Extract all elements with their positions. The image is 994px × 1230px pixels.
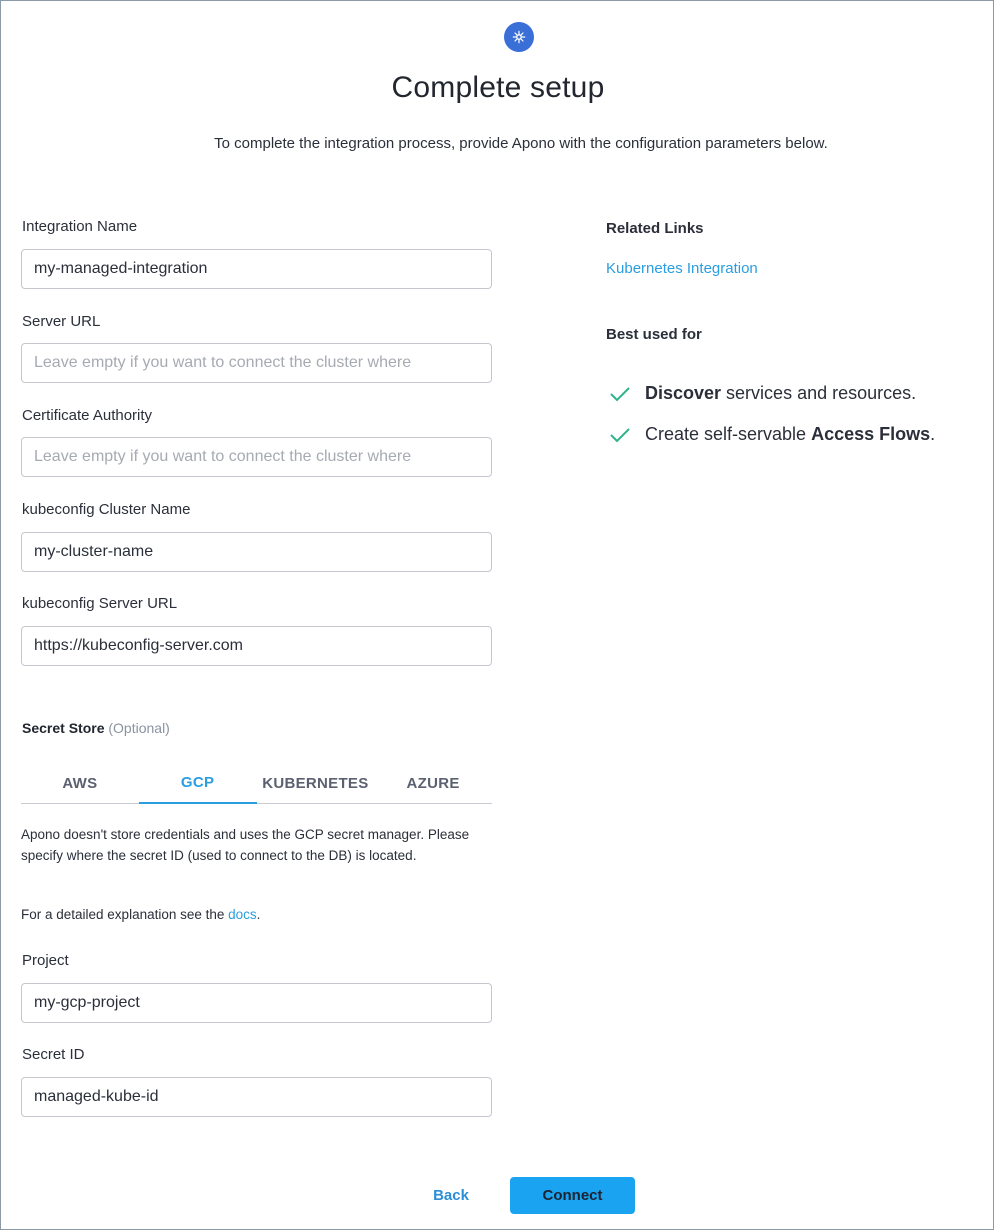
- server-url-label: Server URL: [22, 313, 101, 330]
- check-icon: [609, 386, 631, 402]
- kubeconfig-server-url-input[interactable]: [21, 626, 492, 666]
- best-used-item-plain: Create self-servable: [645, 424, 812, 444]
- back-button[interactable]: Back: [416, 1177, 486, 1214]
- certificate-authority-input[interactable]: [21, 437, 492, 477]
- kubernetes-integration-link[interactable]: Kubernetes Integration: [606, 260, 758, 277]
- best-used-item-text: [645, 424, 935, 445]
- best-used-item-bold: Access Flows: [811, 424, 931, 444]
- page-title: Complete setup: [391, 71, 605, 104]
- secret-id-label: Secret ID: [22, 1046, 85, 1063]
- best-used-for-title: Best used for: [606, 326, 702, 343]
- best-used-item-bold: Discover: [645, 383, 722, 403]
- integration-name-input[interactable]: [21, 249, 492, 289]
- page-subtitle: To complete the integration process, provide Apono with the configuration parameters below.: [214, 135, 828, 152]
- server-url-input[interactable]: [21, 343, 492, 383]
- integration-name-label: Integration Name: [22, 218, 138, 235]
- best-used-item: [609, 424, 935, 445]
- best-used-item: [609, 383, 916, 404]
- optional-tag: (Optional): [108, 720, 170, 736]
- secret-store-help-text: Apono doesn't store credentials and uses the GCP secret manager. Please specify where the secret ID (used to connect to the DB) is located.: [21, 827, 470, 863]
- kubeconfig-cluster-name-label: kubeconfig Cluster Name: [22, 501, 191, 518]
- project-label: Project: [22, 952, 69, 969]
- check-icon: [609, 427, 631, 443]
- best-used-item-end: .: [930, 424, 936, 444]
- secret-store-title-text: Secret Store: [22, 720, 105, 736]
- best-used-item-rest: services and resources.: [721, 383, 917, 403]
- related-links-title: Related Links: [606, 220, 704, 237]
- secret-id-input[interactable]: [21, 1077, 492, 1117]
- tab-azure[interactable]: AZURE: [406, 775, 460, 792]
- connect-button[interactable]: Connect: [510, 1177, 635, 1214]
- project-input[interactable]: [21, 983, 492, 1023]
- best-used-item-text: [645, 383, 916, 404]
- secret-store-title: [22, 720, 170, 736]
- secret-store-tabs: [21, 763, 492, 804]
- docs-explanation: [21, 907, 260, 922]
- kubeconfig-cluster-name-input[interactable]: [21, 532, 492, 572]
- docs-suffix: .: [256, 907, 261, 922]
- kubernetes-logo-icon: [504, 22, 534, 52]
- certificate-authority-label: Certificate Authority: [22, 407, 153, 424]
- docs-prefix: For a detailed explanation see the: [21, 907, 229, 922]
- tab-aws[interactable]: AWS: [62, 775, 98, 792]
- docs-link[interactable]: docs: [228, 907, 257, 922]
- kubeconfig-server-url-label: kubeconfig Server URL: [22, 595, 178, 612]
- tab-kubernetes[interactable]: KUBERNETES: [262, 775, 369, 792]
- tab-gcp[interactable]: GCP: [139, 763, 257, 804]
